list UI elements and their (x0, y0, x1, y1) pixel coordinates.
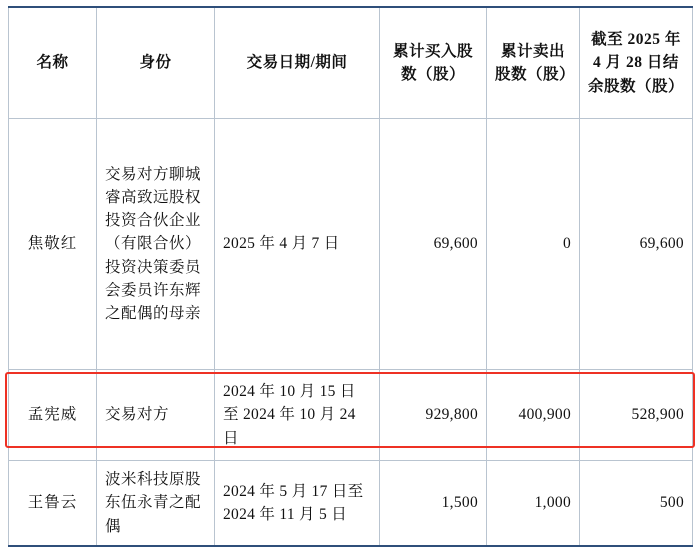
column-header-name: 名称 (9, 7, 97, 119)
cell-date: 2025 年 4 月 7 日 (215, 119, 380, 370)
cell-name: 孟宪威 (9, 370, 97, 461)
table-row (9, 461, 693, 547)
cell-identity: 波米科技原股东伍永青之配偶 (97, 461, 215, 547)
column-header-date: 交易日期/期间 (215, 7, 380, 119)
cell-sell: 0 (487, 119, 580, 370)
column-header-balance: 截至 2025 年 4 月 28 日结余股数（股） (580, 7, 693, 119)
table-body (9, 119, 693, 547)
cell-date: 2024 年 5 月 17 日至 2024 年 11 月 5 日 (215, 461, 380, 547)
table-header-row (9, 7, 693, 119)
column-header-sell: 累计卖出股数（股） (487, 7, 580, 119)
cell-identity: 交易对方 (97, 370, 215, 461)
cell-buy: 69,600 (380, 119, 487, 370)
cell-date: 2024 年 10 月 15 日至 2024 年 10 月 24 日 (215, 370, 380, 461)
cell-sell: 400,900 (487, 370, 580, 461)
document-page (0, 6, 700, 549)
shareholding-table (8, 6, 693, 547)
cell-buy: 929,800 (380, 370, 487, 461)
cell-sell: 1,000 (487, 461, 580, 547)
cell-identity: 交易对方聊城睿高致远股权投资合伙企业（有限合伙）投资决策委员会委员许东辉之配偶的母亲 (97, 119, 215, 370)
column-header-identity: 身份 (97, 7, 215, 119)
cell-balance: 528,900 (580, 370, 693, 461)
cell-name: 焦敬红 (9, 119, 97, 370)
cell-name: 王鲁云 (9, 461, 97, 547)
cell-balance: 500 (580, 461, 693, 547)
table-header (9, 7, 693, 119)
table-row-highlighted (9, 370, 693, 461)
column-header-buy: 累计买入股数（股） (380, 7, 487, 119)
table-row (9, 119, 693, 370)
cell-balance: 69,600 (580, 119, 693, 370)
cell-buy: 1,500 (380, 461, 487, 547)
